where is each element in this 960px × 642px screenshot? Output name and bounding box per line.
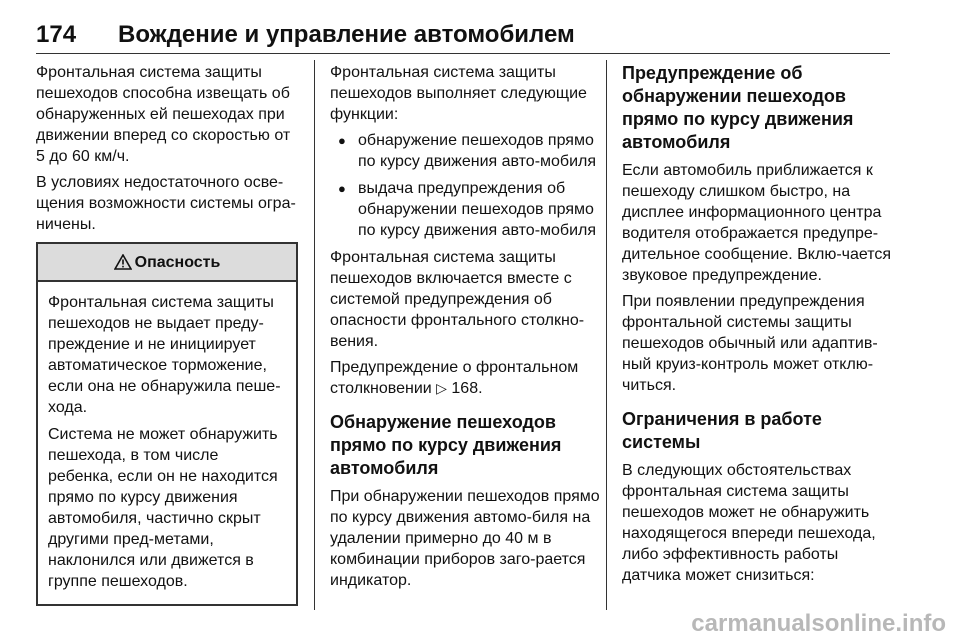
section-heading: Обнаружение пешеходов прямо по курсу движения автомобиля — [330, 412, 562, 478]
page-number: 174 — [36, 21, 77, 48]
column-divider — [606, 60, 607, 610]
paragraph: В условиях недостаточного осве-щения возможности системы огра-ничены. — [36, 174, 296, 233]
cross-reference-paragraph — [330, 357, 600, 399]
paragraph: Фронтальная система защиты пешеходов выполняет следующие функции: — [330, 64, 587, 123]
column-middle — [330, 62, 600, 596]
list-item: ● выдача предупреждения об обнаружении пешеходов прямо по курсу движения авто-мобиля — [330, 178, 600, 241]
list-item: ● обнаружение пешеходов прямо по курсу движения авто-мобиля — [330, 130, 600, 172]
paragraph: Система не может обнаружить пешехода, в том числе ребенка, если он не находится прямо по курсу движения автомобиля, частично скрыт другими пред-метами, наклонился или движется в группе пешеходов. — [48, 426, 278, 590]
paragraph: Фронтальная система защиты пешеходов способна извещать об обнаруженных ей пешеходах при движении вперед со скоростью от 5 до 60 км/ч. — [36, 64, 291, 165]
column-right — [622, 62, 894, 591]
page-reference-link[interactable]: 168. — [451, 380, 483, 397]
paragraph: При появлении предупреждения фронтальной системы защиты пешеходов обычный или адаптив-ный круиз-контроль может отклю-читься. — [622, 293, 878, 394]
paragraph: При обнаружении пешеходов прямо по курсу движения автомо-биля на удалении примерно до 40 м в комбинации приборов заго-рается индикатор. — [330, 488, 600, 589]
paragraph: Если автомобиль приближается к пешеходу слишком быстро, на дисплее информационного центра водителя отображается предупре-дительное сообщение. Вклю-чается звуковое предупреждение. — [622, 162, 892, 284]
section-heading: Ограничения в работе системы — [622, 409, 822, 452]
page-reference-arrow-icon: ▷ — [436, 380, 447, 396]
function-list — [330, 130, 600, 241]
paragraph: Фронтальная система защиты пешеходов включается вместе с системой предупреждения об опасности фронтального столкно-вения. — [330, 249, 585, 350]
danger-box-body — [38, 282, 296, 604]
danger-box — [36, 242, 298, 606]
warning-triangle-icon — [114, 254, 132, 270]
section-heading: Предупреждение об обнаружении пешеходов прямо по курсу движения автомобиля — [622, 63, 854, 152]
paragraph: Фронтальная система защиты пешеходов не выдает преду-преждение и не инициирует автоматическое торможение, если она не обнаружила пеше-хода. — [48, 294, 281, 416]
chapter-title: Вождение и управление автомобилем — [118, 21, 575, 48]
danger-box-title: Опасность — [134, 253, 221, 271]
danger-box-header — [38, 244, 296, 282]
paragraph: В следующих обстоятельствах фронтальная система защиты пешеходов может не обнаружить находящегося впереди пешехода, либо эффективность работы датчика может снизиться: — [622, 462, 876, 584]
paragraph-text: Предупреждение о фронтальном столкновении — [330, 359, 579, 397]
page-header — [36, 20, 890, 54]
watermark: carmanualsonline.info — [691, 610, 946, 637]
column-left — [36, 62, 298, 606]
column-divider — [314, 60, 315, 610]
